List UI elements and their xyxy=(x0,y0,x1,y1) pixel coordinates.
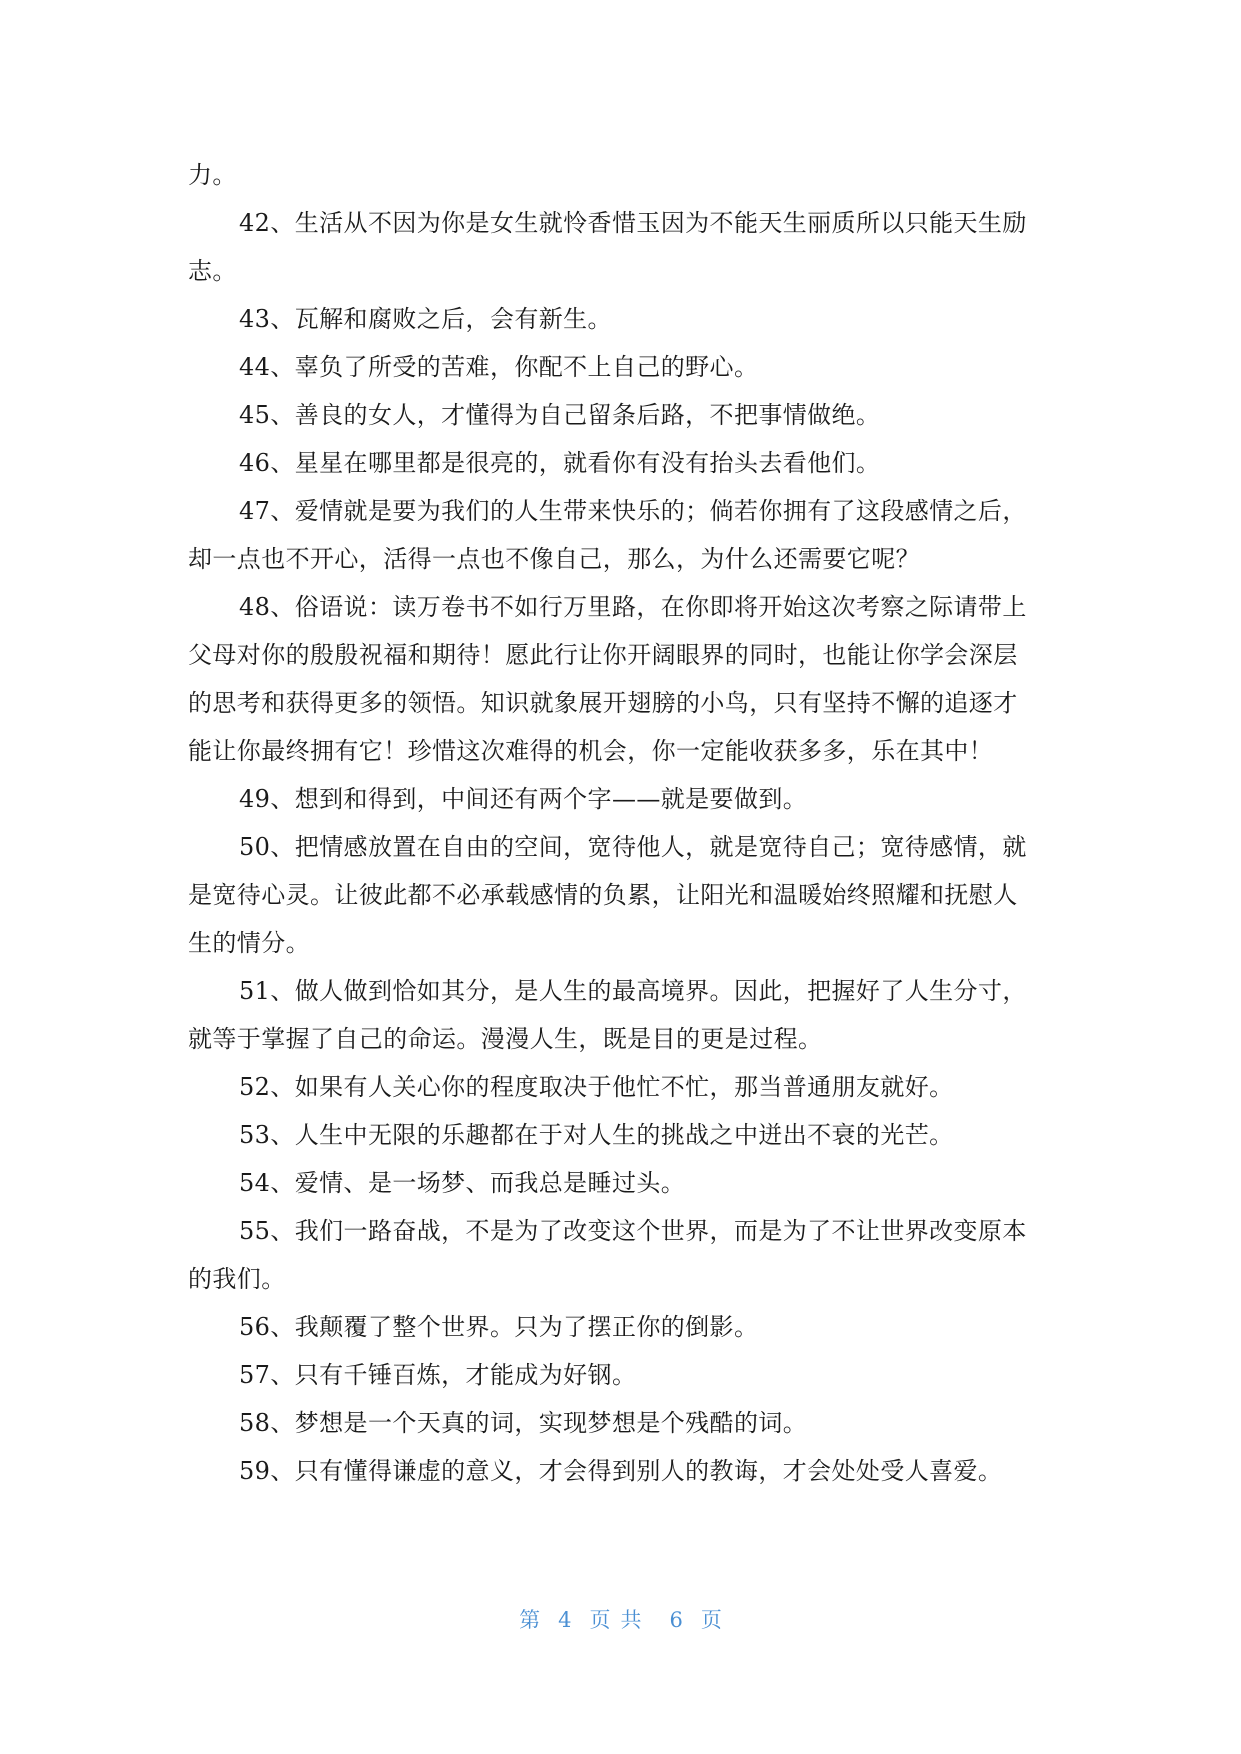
footer-middle: 页共 xyxy=(589,1608,652,1632)
text-line: 59、只有懂得谦虚的意义，才会得到别人的教诲，才会处处受人喜爱。 xyxy=(239,1457,1003,1485)
text-line: 55、我们一路奋战，不是为了改变这个世界，而是为了不让世界改变原本 xyxy=(239,1217,1027,1245)
footer-current-page: 4 xyxy=(558,1608,572,1632)
text-line: 生的情分。 xyxy=(188,929,310,957)
text-line: 的思考和获得更多的领悟。知识就象展开翅膀的小鸟，只有坚持不懈的追逐才 xyxy=(188,689,1018,717)
text-line: 就等于掌握了自己的命运。漫漫人生，既是目的更是过程。 xyxy=(188,1025,823,1053)
text-line: 47、爱情就是要为我们的人生带来快乐的；倘若你拥有了这段感情之后， xyxy=(239,497,1027,525)
text-line: 51、做人做到恰如其分，是人生的最高境界。因此，把握好了人生分寸， xyxy=(239,977,1027,1005)
text-line: 志。 xyxy=(188,257,237,285)
text-line: 52、如果有人关心你的程度取决于他忙不忙，那当普通朋友就好。 xyxy=(239,1073,954,1101)
text-line: 42、生活从不因为你是女生就怜香惜玉因为不能天生丽质所以只能天生励 xyxy=(239,209,1027,237)
text-line: 49、想到和得到，中间还有两个字——就是要做到。 xyxy=(239,785,808,813)
text-line: 57、只有千锤百炼，才能成为好钢。 xyxy=(239,1361,637,1389)
text-line: 46、星星在哪里都是很亮的，就看你有没有抬头去看他们。 xyxy=(239,449,881,477)
text-line: 能让你最终拥有它！珍惜这次难得的机会，你一定能收获多多，乐在其中！ xyxy=(188,737,994,765)
text-line: 53、人生中无限的乐趣都在于对人生的挑战之中迸出不衰的光芒。 xyxy=(239,1121,954,1149)
text-line: 却一点也不开心，活得一点也不像自己，那么，为什么还需要它呢？ xyxy=(188,545,920,573)
text-line: 50、把情感放置在自由的空间，宽待他人，就是宽待自己；宽待感情，就 xyxy=(239,833,1027,861)
text-line: 的我们。 xyxy=(188,1265,286,1293)
text-line: 54、爱情、是一场梦、而我总是睡过头。 xyxy=(239,1169,686,1197)
text-line: 45、善良的女人，才懂得为自己留条后路，不把事情做绝。 xyxy=(239,401,881,429)
text-line: 是宽待心灵。让彼此都不必承载感情的负累，让阳光和温暖始终照耀和抚慰人 xyxy=(188,881,1018,909)
text-line: 44、辜负了所受的苦难，你配不上自己的野心。 xyxy=(239,353,759,381)
text-line: 58、梦想是一个天真的词，实现梦想是个残酷的词。 xyxy=(239,1409,808,1437)
footer-suffix: 页 xyxy=(700,1608,722,1632)
document-body xyxy=(188,151,1046,1495)
text-line: 43、瓦解和腐败之后，会有新生。 xyxy=(239,305,612,333)
footer-prefix: 第 xyxy=(519,1608,541,1632)
footer-total-pages: 6 xyxy=(669,1608,683,1632)
text-line: 56、我颠覆了整个世界。只为了摆正你的倒影。 xyxy=(239,1313,759,1341)
page-footer xyxy=(0,1605,1241,1635)
text-line: 力。 xyxy=(188,161,237,189)
text-line: 父母对你的殷殷祝福和期待！愿此行让你开阔眼界的同时，也能让你学会深层 xyxy=(188,641,1018,669)
text-line: 48、俗语说：读万卷书不如行万里路，在你即将开始这次考察之际请带上 xyxy=(239,593,1027,621)
